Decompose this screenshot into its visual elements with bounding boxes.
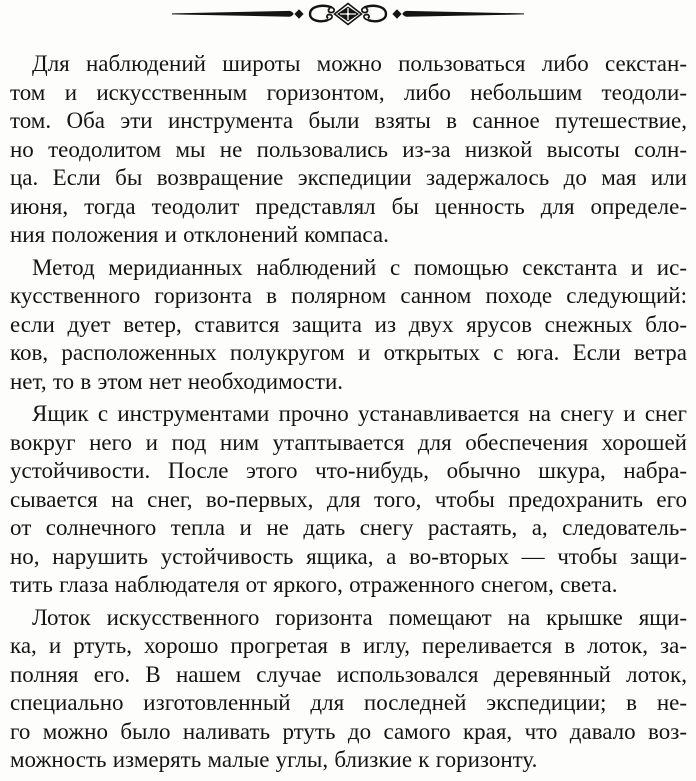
text-line: если дует ветер, ставится защита из двух ярусов снежных бло- [10,311,687,337]
text-line: полняя его. В нашем случае использовался деревянный лоток, [10,661,687,687]
divider-graphic [172,2,524,26]
text-line: том. Оба эти инструмента были взяты в санное путешествие, [10,108,687,133]
text-line: Для наблюдений широты можно пользоваться либо секстан- [32,51,687,76]
text-paragraph [10,50,687,250]
ornamental-divider [0,2,696,26]
text-line: специально изготовленный для последней экспедиции; в не- [10,690,687,715]
text-line: Метод меридианных наблюдений с помощью секстанта и ис- [32,254,687,280]
text-paragraph [10,604,687,775]
page-text-block [10,50,687,779]
text-line: июня, тогда теодолит представлял бы ценность для определе- [10,193,687,219]
tapered-rule-left [172,11,294,17]
text-line: можность измерять малые углы, близкие к горизонту. [10,747,538,772]
tapered-rule-right [403,11,525,17]
text-line: устойчивости. После этого что-нибудь, обычно шкура, набра- [10,458,687,483]
text-line: но теодолитом мы не пользовались из-за низкой высоты солн- [10,136,687,162]
text-line: Лоток искусственного горизонта помещают на крышке ящи- [32,604,687,630]
diamond-left [294,9,303,19]
text-line: ца. Если бы возвращение экспедиции задержалось до мая или [10,165,687,190]
text-line: от солнечного тепла и не дать снегу растаять, а, следователь- [10,515,687,540]
scroll-left [310,6,334,21]
floral-diamond-center [335,4,362,25]
text-line: го можно было наливать ртуть до самого края, что давало воз- [10,718,687,744]
scroll-right [362,6,386,21]
text-line: том и искусственным горизонтом, либо небольшим теодоли- [10,79,687,105]
text-line: ков, расположенных полукругом и открытых с юга. Если ветра [10,340,687,365]
text-line: Ящик с инструментами прочно устанавливается на снегу и снег [32,401,687,426]
text-paragraph [10,254,687,397]
text-line: но, нарушить устойчивость ящика, а во-вторых — чтобы защи- [10,543,687,569]
text-line: сывается на снег, во-первых, для того, чтобы предохранить его [10,486,687,512]
text-line: вокруг него и под ним утаптывается для обеспечения хорошей [10,429,687,455]
text-line: ния положения и отклонений компаса. [10,222,389,247]
text-paragraph [10,400,687,600]
text-line: тить глаза наблюдателя от яркого, отраженного снегом, света. [10,572,618,597]
diamond-right [392,9,401,19]
text-line: кусственного горизонта в полярном санном походе следующий: [10,283,687,308]
text-line: ка, и ртуть, хорошо прогретая в иглу, переливается в лоток, за- [10,633,687,658]
text-line: нет, то в этом нет необходимости. [10,368,344,394]
